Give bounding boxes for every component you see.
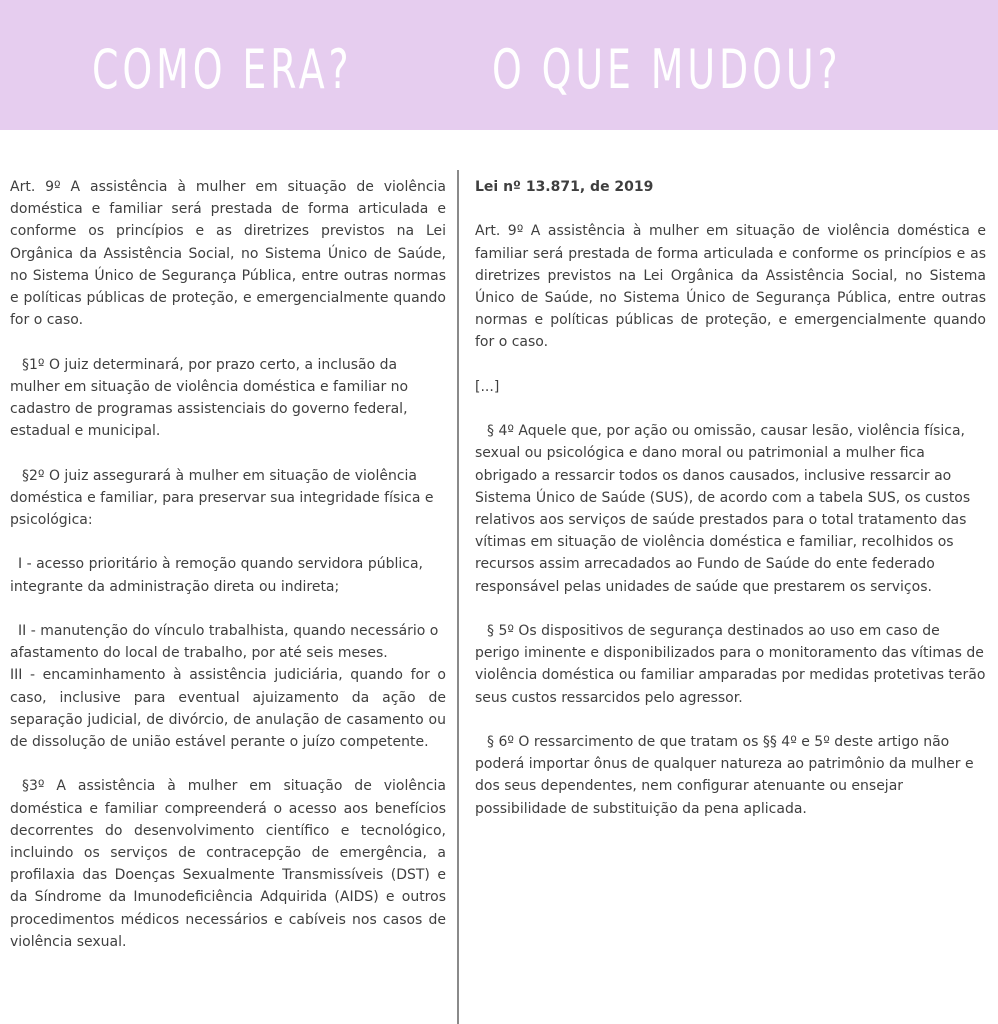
left-item-iii: III - encaminhamento à assistência judiciária, quando for o caso, inclusive para eventual ajuizamento da ação de separação judicial, de divórcio, de anulação de casamento ou de dissolução de união estável perante o juízo competente. — [10, 667, 446, 751]
left-paragraph-1: §1º O juiz determinará, por prazo certo, a inclusão da mulher em situação de violência doméstica e familiar no cadastro de programas assistenciais do governo federal, estadual e municipal. — [10, 356, 409, 440]
left-item-i: I - acesso prioritário à remoção quando servidora pública, integrante da administração direta ou indireta; — [10, 556, 423, 595]
left-column — [10, 176, 446, 975]
left-paragraph-2: §2º O juiz assegurará à mulher em situação de violência doméstica e familiar, para preservar sua integridade física e psicológica: — [10, 467, 434, 529]
left-paragraph-3: §3º A assistência à mulher em situação de violência doméstica e familiar compreenderá o acesso aos benefícios decorrentes do desenvolvimento científico e tecnológico, incluindo os serviços de contracepção de emergência, a profilaxia das Doenças Sexualmente Transmissíveis (DST) e da Síndrome da Imunodeficiência Adquirida (AIDS) e outros procedimentos médicos necessários e cabíveis nos casos de violência sexual. — [10, 778, 446, 950]
right-paragraph-4: § 4º Aquele que, por ação ou omissão, causar lesão, violência física, sexual ou psicológica e dano moral ou patrimonial a mulher fica obrigado a ressarcir todos os danos causados, inclusive ressarcir ao Sistema Único de Saúde (SUS), de acordo com a tabela SUS, os custos relativos aos serviços de saúde prestados para o total tratamento das vítimas em situação de violência doméstica e familiar, recolhidos os recursos assim arrecadados ao Fundo de Saúde do ente federado responsável pelas unidades de saúde que prestarem os serviços. — [475, 423, 971, 595]
right-article-9: Art. 9º A assistência à mulher em situação de violência doméstica e familiar será prestada de forma articulada e conforme os princípios e as diretrizes previstos na Lei Orgânica da Assistência Social, no Sistema Único de Saúde, no Sistema Único de Segurança Pública, entre outras normas e políticas públicas de proteção, e emergencialmente quando for o caso. — [475, 223, 986, 351]
column-divider — [457, 170, 459, 1024]
ellipsis: [...] — [475, 378, 500, 395]
left-article-9: Art. 9º A assistência à mulher em situação de violência doméstica e familiar será prestada de forma articulada e conforme os princípios e as diretrizes previstos na Lei Orgânica da Assistência Social, no Sistema Único de Saúde, no Sistema Único de Segurança Pública, entre outras normas e políticas públicas de proteção, e emergencialmente quando for o caso. — [10, 179, 446, 329]
right-column — [475, 176, 986, 842]
right-paragraph-5: § 5º Os dispositivos de segurança destinados ao uso em caso de perigo iminente e disponibilizados para o monitoramento das vítimas de violência doméstica ou familiar amparadas por medidas protetivas terão seus custos ressarcidos pelo agressor. — [475, 623, 986, 706]
left-item-ii: II - manutenção do vínculo trabalhista, quando necessário o afastamento do local de trabalho, por até seis meses. — [10, 623, 439, 662]
law-title: Lei nº 13.871, de 2019 — [475, 179, 654, 195]
header-banner — [0, 0, 998, 130]
left-title: COMO ERA? — [92, 38, 353, 101]
right-paragraph-6: § 6º O ressarcimento de que tratam os §§ 4º e 5º deste artigo não poderá importar ônus de qualquer natureza ao patrimônio da mulher e dos seus dependentes, nem configurar atenuante ou ensejar possibilidade de substituição da pena aplicada. — [475, 734, 974, 817]
right-title: O QUE MUDOU? — [492, 38, 842, 101]
